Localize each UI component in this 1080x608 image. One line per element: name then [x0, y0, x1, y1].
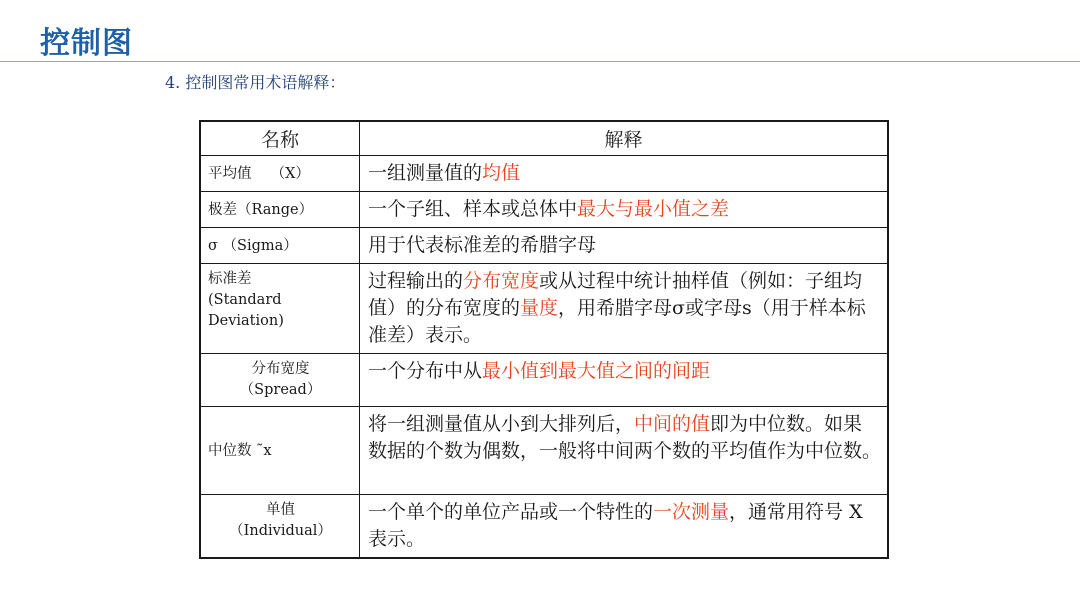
table-row: [200, 495, 888, 559]
term-explanation: 过程输出的分布宽度或从过程中统计抽样值（例如：子组均值）的分布宽度的量度，用希腊字母σ或字母s（用于样本标准差）表示。: [360, 264, 889, 354]
section-heading: 4. 控制图常用术语解释：: [165, 73, 346, 92]
term-name: 平均值 （X）: [200, 156, 360, 192]
table-header-row: [200, 121, 888, 156]
term-name: 分布宽度 （Spread）: [200, 354, 360, 407]
table-row: [200, 354, 888, 407]
table-row: [200, 192, 888, 228]
highlight-text: 均值: [482, 162, 521, 184]
term-name: 单值 （Individual）: [200, 495, 360, 559]
highlight-text: 最小值到最大值之间的间距: [482, 360, 711, 382]
highlight-text: 分布宽度: [463, 270, 540, 292]
header-name: 名称: [200, 121, 360, 156]
term-name: 中位数 ˜x: [200, 407, 360, 495]
table-row: [200, 228, 888, 264]
table-row: [200, 156, 888, 192]
highlight-text: 最大与最小值之差: [577, 198, 730, 220]
highlight-text: 中间的值: [634, 413, 711, 435]
term-explanation: 一组测量值的均值: [360, 156, 889, 192]
term-name: 标准差 (Standard Deviation): [200, 264, 360, 354]
term-name: 极差（Range）: [200, 192, 360, 228]
highlight-text: 量度: [520, 297, 559, 319]
highlight-text: 一次测量: [653, 501, 730, 523]
term-name: σ （Sigma）: [200, 228, 360, 264]
header-explanation: 解释: [360, 121, 889, 156]
term-explanation: 一个单个的单位产品或一个特性的一次测量，通常用符号 X 表示。: [360, 495, 889, 559]
term-explanation: 将一组测量值从小到大排列后，中间的值即为中位数。如果数据的个数为偶数，一般将中间两个数的平均值作为中位数。: [360, 407, 889, 495]
term-explanation: 一个子组、样本或总体中最大与最小值之差: [360, 192, 889, 228]
page-title: 控制图: [40, 26, 133, 61]
table-row: [200, 407, 888, 495]
term-explanation: 一个分布中从最小值到最大值之间的间距: [360, 354, 889, 407]
title-divider: [0, 61, 1080, 62]
term-explanation: 用于代表标准差的希腊字母: [360, 228, 889, 264]
table-row: [200, 264, 888, 354]
terminology-table: [199, 120, 889, 559]
